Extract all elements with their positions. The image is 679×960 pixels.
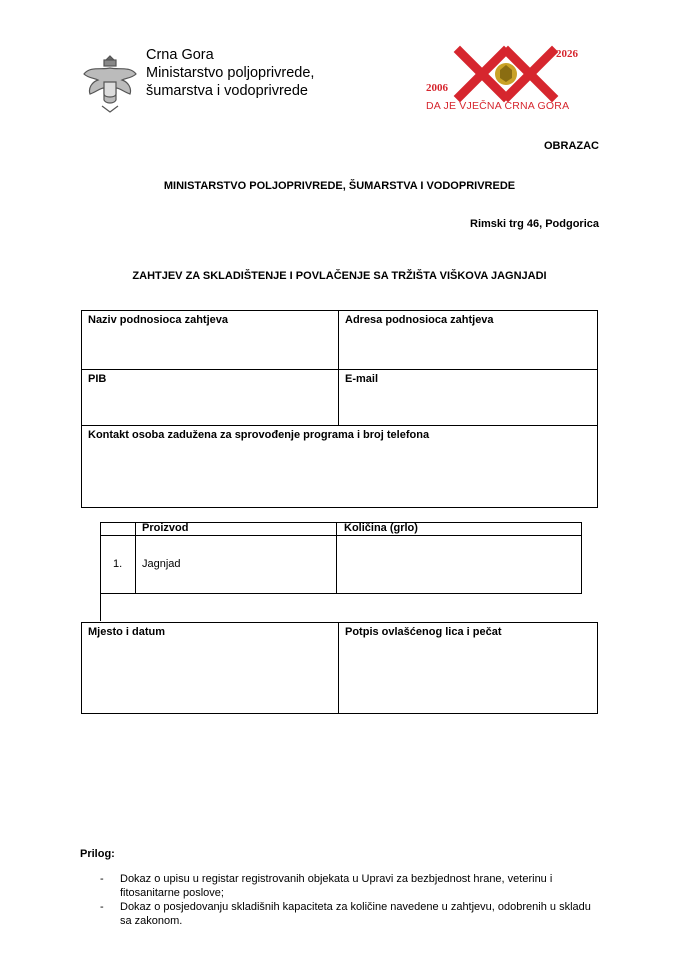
coat-of-arms-icon (80, 52, 140, 116)
country-name: Crna Gora (146, 47, 214, 63)
ministry-name-line1: Ministarstvo poljoprivrede, (146, 65, 315, 81)
divider (100, 593, 582, 594)
ministry-header (146, 46, 314, 100)
product-name: Jagnjad (142, 558, 181, 570)
divider (135, 522, 136, 594)
logo-year-left: 2006 (426, 82, 448, 94)
pib-label: PIB (88, 373, 107, 385)
place-date-field[interactable] (82, 623, 338, 713)
attachment-text: Dokaz o posjedovanju skladišnih kapaciteta za količine navedene u zahtjevu, odobrenih u skladu sa zakonom. (120, 901, 591, 927)
list-item (100, 872, 600, 900)
contact-person-label: Kontakt osoba zadužena za sprovođenje programa i broj telefona (88, 429, 430, 441)
contact-person-field[interactable] (82, 426, 597, 507)
applicant-address-field[interactable] (339, 311, 597, 369)
applicant-address-label: Adresa podnosioca zahtjeva (345, 314, 494, 326)
ministry-title: MINISTARSTVO POLJOPRIVREDE, ŠUMARSTVA I VODOPRIVREDE (163, 180, 516, 192)
signature-field[interactable] (339, 623, 597, 713)
divider (100, 535, 101, 621)
email-label: E-mail (345, 373, 379, 385)
place-date-label: Mjesto i datum (88, 626, 166, 638)
list-item (100, 900, 600, 928)
column-header-quantity: Količina (grlo) (344, 522, 418, 534)
signature-label: Potpis ovlašćenog lica i pečat (345, 626, 502, 638)
divider (581, 522, 582, 594)
anniversary-logo (420, 44, 592, 120)
list-bullet: - (100, 873, 104, 885)
list-bullet: - (100, 901, 104, 913)
applicant-name-field[interactable] (82, 311, 338, 369)
email-field[interactable] (339, 370, 597, 425)
signature-section (81, 622, 598, 714)
logo-slogan: DA JE VJEČNA CRNA GORA (426, 100, 570, 112)
row-number: 1. (113, 558, 123, 570)
form-type-label: OBRAZAC (544, 140, 599, 152)
logo-year-right: 2026 (556, 48, 578, 60)
attachments-title: Prilog: (80, 848, 115, 860)
applicant-name-label: Naziv podnosioca zahtjeva (88, 314, 228, 326)
quantity-field[interactable] (337, 536, 581, 593)
ministry-name-line2: šumarstva i vodoprivrede (146, 83, 308, 99)
form-title: ZAHTJEV ZA SKLADIŠTENJE I POVLAČENJE SA TRŽIŠTA VIŠKOVA JAGNJADI (132, 270, 547, 282)
pib-field[interactable] (82, 370, 338, 425)
applicant-info-section (81, 310, 598, 508)
attachment-text: Dokaz o upisu u registar registrovanih objekata u Upravi za bezbjednost hrane, veterinu i fitosanitarne poslove; (120, 873, 553, 899)
products-table (100, 522, 582, 622)
ministry-address: Rimski trg 46, Podgorica (470, 218, 599, 230)
column-header-product: Proizvod (142, 522, 189, 534)
